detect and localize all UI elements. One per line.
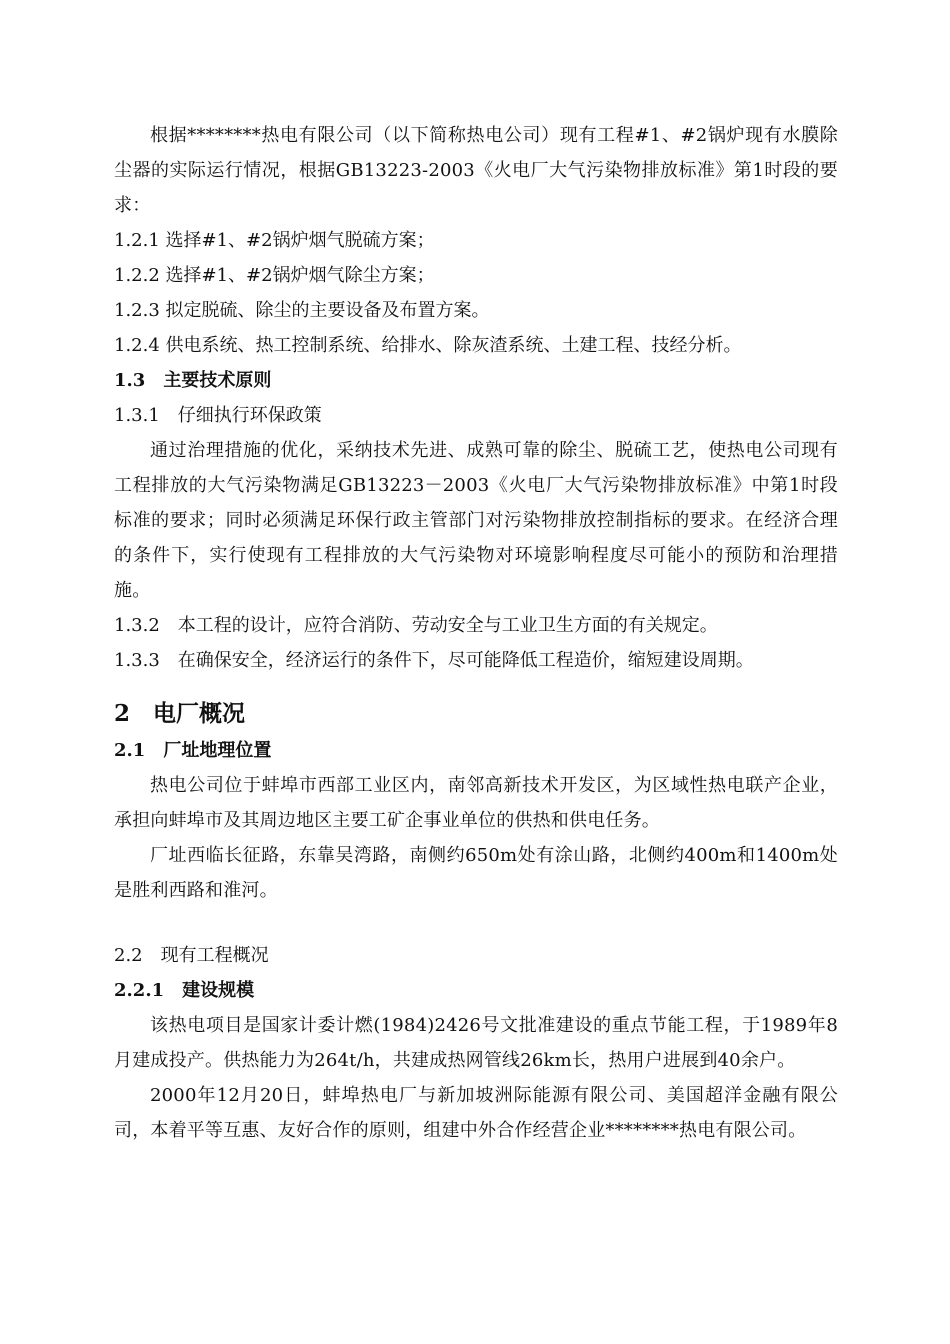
subsection-heading-2-2-1: 2.2.1 建设规模 — [114, 980, 255, 1001]
section-2-2-paragraph-1: 该热电项目是国家计委计燃(1984)2426号文批准建设的重点节能工程，于1989年8月建成投产。供热能力为264t/h，共建成热网管线26km长，热用户进展到40余户。 — [114, 1015, 838, 1071]
subsection-1-3-2: 1.3.2 本工程的设计，应符合消防、劳动安全与工业卫生方面的有关规定。 — [114, 615, 718, 636]
section-2-1-paragraph-2: 厂址西临长征路，东靠吴湾路，南侧约650m处有涂山路，北侧约400m和1400m处是胜利西路和淮河。 — [114, 845, 838, 901]
intro-paragraph: 根据********热电有限公司（以下简称热电公司）现有工程#1、#2锅炉现有水膜除尘器的实际运行情况，根据GB13223-2003《火电厂大气污染物排放标准》第1时段的要求： — [114, 125, 838, 216]
list-item-1-2-1: 1.2.1 选择#1、#2锅炉烟气脱硫方案； — [114, 230, 435, 251]
section-heading-2-2: 2.2 现有工程概况 — [114, 945, 269, 966]
subsection-1-3-3: 1.3.3 在确保安全，经济运行的条件下，尽可能降低工程造价，缩短建设周期。 — [114, 650, 754, 671]
list-item-1-2-2: 1.2.2 选择#1、#2锅炉烟气除尘方案； — [114, 265, 435, 286]
list-item-1-2-4: 1.2.4 供电系统、热工控制系统、给排水、除灰渣系统、土建工程、技经分析。 — [114, 335, 742, 356]
section-spacer — [114, 908, 838, 938]
chapter-heading-2: 2 电厂概况 — [114, 700, 246, 727]
document-body — [114, 118, 838, 1148]
subsection-1-3-1: 1.3.1 仔细执行环保政策 — [114, 405, 322, 426]
section-2-1-paragraph-1: 热电公司位于蚌埠市西部工业区内，南邻高新技术开发区，为区域性热电联产企业，承担向蚌埠市及其周边地区主要工矿企事业单位的供热和供电任务。 — [114, 775, 838, 831]
section-heading-2-1: 2.1 厂址地理位置 — [114, 740, 272, 761]
list-item-1-2-3: 1.2.3 拟定脱硫、除尘的主要设备及布置方案。 — [114, 300, 490, 321]
section-2-2-paragraph-2: 2000年12月20日，蚌埠热电厂与新加坡洲际能源有限公司、美国超洋金融有限公司，本着平等互惠、友好合作的原则，组建中外合作经营企业********热电有限公司。 — [114, 1085, 838, 1141]
section-heading-1-3: 1.3 主要技术原则 — [114, 370, 272, 391]
section-1-3-paragraph: 通过治理措施的优化，采纳技术先进、成熟可靠的除尘、脱硫工艺，使热电公司现有工程排放的大气污染物满足GB13223－2003《火电厂大气污染物排放标准》中第1时段标准的要求；同时必须满足环保行政主管部门对污染物排放控制指标的要求。在经济合理的条件下，实行使现有工程排放的大气污染物对环境影响程度尽可能小的预防和治理措施。 — [114, 440, 838, 601]
